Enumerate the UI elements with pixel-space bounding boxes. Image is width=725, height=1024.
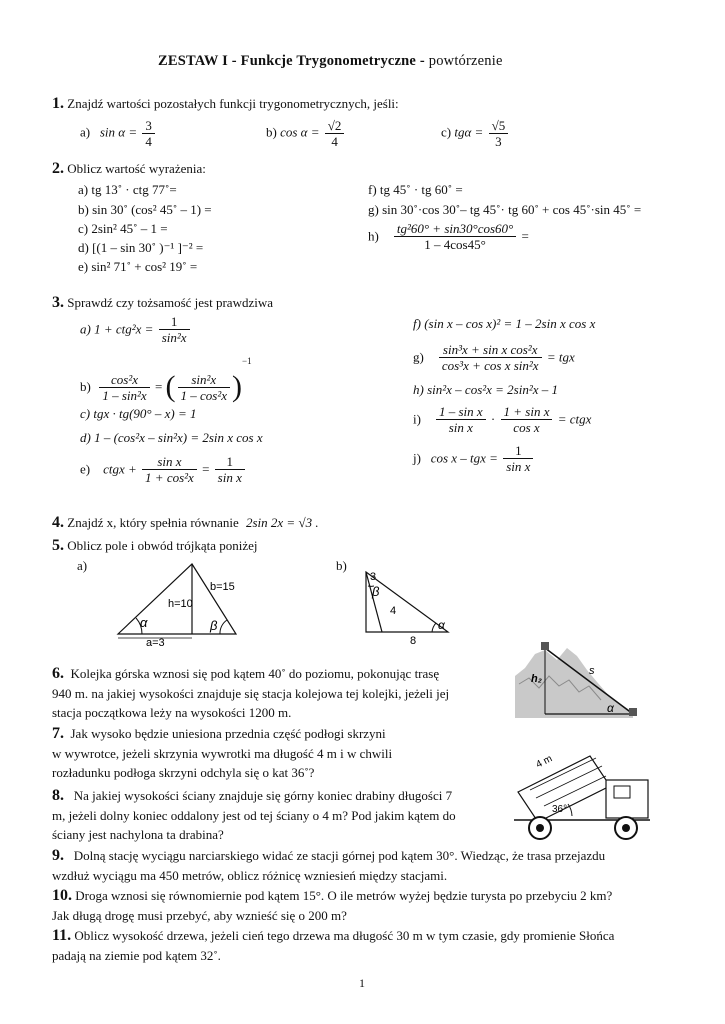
task-11: 11. Oblicz wysokość drzewa, jeżeli cień tego drzewa ma długość 30 m w tym czasie, gdy promienie Słońca padają na ziemie pod kątem 32˚.	[52, 927, 615, 963]
label-s: s	[589, 665, 595, 677]
task-2g: g) sin 30˚·cos 30˚– tg 45˚· tg 60˚ + cos 45˚·sin 45˚ =	[368, 202, 642, 217]
upper-station	[541, 642, 549, 650]
task-4: 4. Znajdź x, który spełnia równanie 2sin 2x = √3 .	[52, 514, 319, 531]
task-3h: h) sin²x – cos²x = 2sin²x – 1	[413, 382, 559, 397]
label-h: h=10	[168, 598, 193, 610]
label-alpha-b: α	[438, 618, 445, 632]
task-3j: j) cos x – tgx = $\frac{1}{\text{sin x}}$	[413, 443, 535, 474]
task-3f: f) (sin x – cos x)² = 1 – 2sin x cos x	[413, 316, 596, 331]
task-2f: f) tg 45˚ · tg 60˚ =	[368, 182, 463, 197]
task-3i: i) $\frac{\text{1 – sin x}}{\text{sin x}}$ · $\frac{\text{1 + sin x}}{\text{cos x}}$ = ctgx	[413, 404, 592, 435]
triangle-figure-a	[112, 560, 242, 652]
task-7: 7. Jak wysoko będzie uniesiona przednia część podłogi skrzyni w wywrotce, jeżeli skrzynia wywrotki ma długość 4 m i w chwili rozładunku podłoga skrzyni odchyla się o kat 36˚?	[52, 725, 393, 780]
mountain-railway-figure	[515, 640, 645, 720]
label-side-4: 4	[390, 605, 397, 617]
task-1c: c) tgα = $\frac{√5}{3}$	[441, 118, 510, 149]
label-length: 4 m	[534, 753, 555, 771]
lower-station	[629, 708, 637, 716]
task-2d: d) [(1 – sin 30˚ )⁻¹ ]⁻² =	[78, 240, 204, 255]
label-b: b=15	[210, 581, 235, 593]
task-3d: d) 1 – (cos²x – sin²x) = 2sin x cos x	[80, 430, 263, 445]
task-2-header: 2. Oblicz wartość wyrażenia:	[52, 160, 206, 177]
label-h2: h₂	[531, 673, 542, 685]
task-3c: c) tgx · tg(90° – x) = 1	[80, 406, 197, 421]
label-beta-b: β	[372, 584, 380, 599]
task-1-header: 1. Znajdź wartości pozostałych funkcji trygonometrycznych, jeśli:	[52, 95, 399, 112]
label-a: a=3	[146, 637, 165, 649]
task-3e: e) ctgx + $\frac{\text{sin x}}{\text{1 + cos²x}}$ = $\frac{1}{\text{sin x}}$	[80, 454, 247, 485]
task-1a: a) sin α = $\frac{3}{4}$	[80, 118, 157, 149]
label-angle: 36°	[552, 804, 568, 815]
triangle-a-beta-arc	[220, 620, 227, 634]
task-2b: b) sin 30˚ (cos² 45˚ – 1) =	[78, 202, 212, 217]
task-1b: b) cos α = $\frac{√2}{4}$	[266, 118, 346, 149]
page-number: 1	[359, 976, 365, 990]
task-2e: e) sin² 71˚ + cos² 19˚ =	[78, 259, 198, 274]
task-9: 9. Dolną stację wyciągu narciarskiego widać ze stacji górnej pod kątem 30°. Wiedząc, że trasa przejazdu wzdłuż wyciągu ma 450 metrów, oblicz różnicę wzniesień między stacjami.	[52, 847, 606, 883]
label-alpha: α	[140, 615, 148, 630]
task-6: 6. Kolejka górska wznosi się pod kątem 40˚ do poziomu, pokonując trasę 940 m. na jakiej wysokości znajduje się stacja kolejowa tej kolejki, jeżeli jej stacja początkowa leży na wysokości 1200 m.	[52, 665, 450, 720]
page-title: ZESTAW I - Funkcje Trygonometryczne - powtórzenie	[158, 53, 503, 69]
task-5-header: 5. Oblicz pole i obwód trójkąta poniżej	[52, 537, 258, 554]
task-5b-label: b)	[336, 558, 347, 573]
task-2c: c) 2sin² 45˚ – 1 =	[78, 221, 168, 236]
task-3g: g) $\frac{\text{sin³x + sin x cos²x}}{\text{cos³x + cos x sin²x}}$ = tgx	[413, 342, 575, 373]
task-3-header: 3. Sprawdź czy tożsamość jest prawdziwa	[52, 294, 274, 311]
label-side-3: 3	[370, 571, 377, 583]
task-2a: a) tg 13˚ · ctg 77˚=	[78, 182, 177, 197]
task-5a-label: a)	[77, 558, 88, 573]
triangle-b-alpha-arc	[432, 623, 436, 632]
task-3a: a) 1 + ctg²x = $\frac{1}{\text{sin²x}}$	[80, 314, 192, 345]
label-alpha-6: α	[607, 701, 614, 715]
dump-truck-figure	[510, 744, 660, 844]
task-8: 8. Na jakiej wysokości ściany znajduje się górny koniec drabiny długości 7 m, jeżeli dolny koniec oddalony jest od tej ściany o 4 m? Pod jakim kątem do ściany jest nachylona ta drabina?	[52, 787, 456, 842]
task-3b: b) $\frac{\text{cos²x}}{\text{1 – sin²x}}$ = ( $\frac{\text{sin²x}}{\text{1 – cos²x}}$ )$^{-1}$	[80, 356, 252, 404]
label-beta: β	[210, 618, 218, 633]
task-2h: h) $\frac{\text{tg²60° + sin30°cos60°}}{1 - 4\cos 45^\circ}$ =	[368, 221, 529, 252]
task-10: 10. Droga wznosi się równomiernie pod kątem 15°. O ile metrów wyżej będzie turysta po przebyciu 2 km? Jak długą drogę musi przebyć, aby wznieść się o 200 m?	[52, 887, 613, 923]
triangle-figure-b	[352, 568, 462, 648]
label-side-8: 8	[410, 635, 417, 647]
